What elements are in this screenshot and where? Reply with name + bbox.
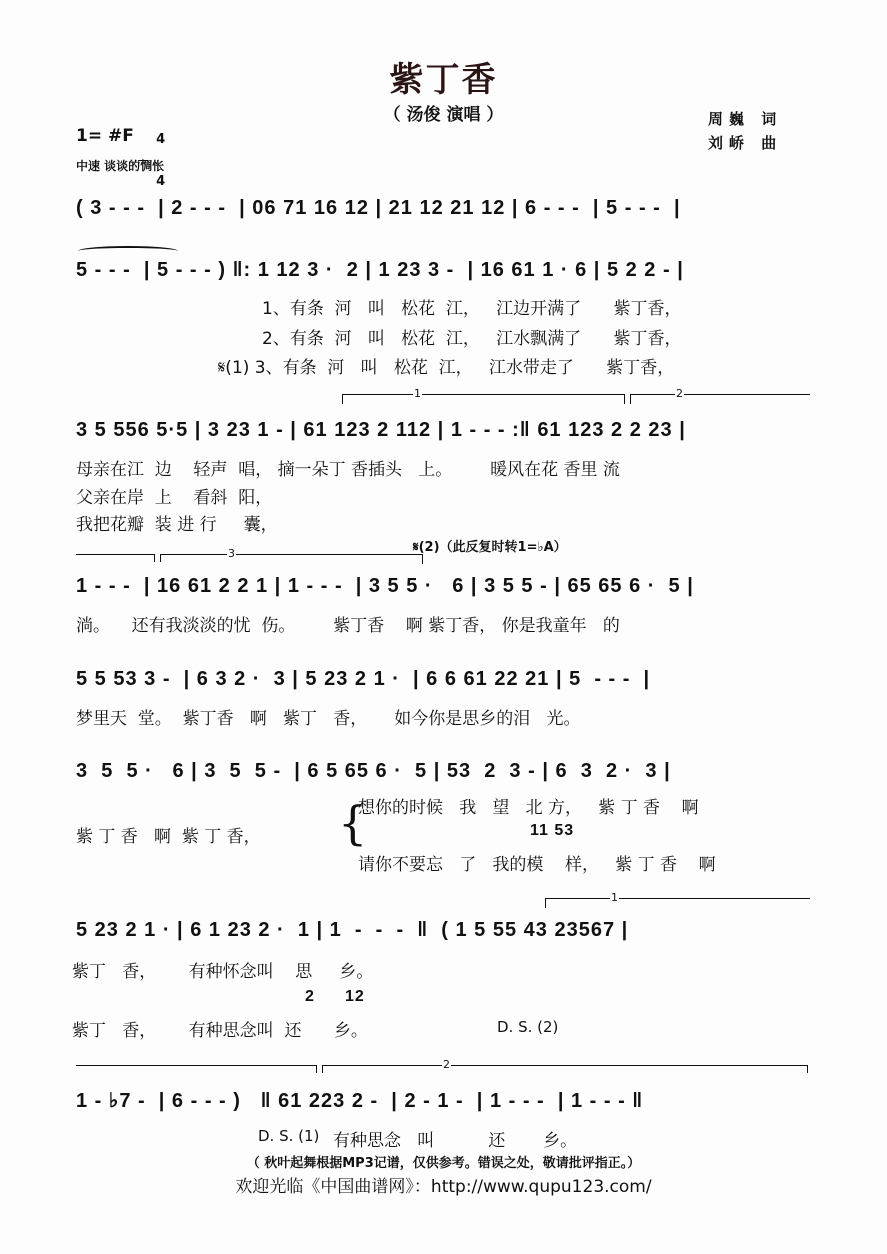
volta-2b-tick	[322, 1065, 323, 1073]
song-title: 紫丁香	[389, 60, 498, 100]
ds-1-marking: D. S. (1)	[258, 1127, 320, 1145]
key-signature: 1= #F	[76, 126, 134, 146]
notation-row-5: 5 5 53 3 - | 6 3 2 · 3 | 5 23 2 1 · | 6 6 61 22 21 | 5 - - - |	[76, 668, 651, 690]
volta-2-line	[630, 394, 810, 395]
meter-bottom: 4	[156, 174, 166, 189]
volta-1-tick	[342, 394, 343, 404]
lyrics-row-3-verse-3: 我把花瓣 装 进 行 囊，	[76, 515, 278, 535]
notation-row-7: 5 23 2 1 · | 6 1 23 2 · 1 | 1 - - - ‖ ( 1 5 55 43 23567 |	[76, 919, 629, 941]
lyrics-row-3-verse-1: 母亲在江 边 轻声 唱， 摘一朵丁 香插头 上。 暖风在花 香里 流	[76, 460, 620, 480]
volta-3-line	[160, 554, 422, 555]
tempo-marking: 中速 谈谈的惆怅	[76, 159, 165, 173]
volta-3-end-tick	[422, 554, 423, 564]
volta-1-end-tick	[624, 394, 625, 404]
notation-row-4: 1 - - - | 16 61 2 2 1 | 1 - - - | 3 5 5 · 6 | 3 5 5 - | 65 65 6 · 5 |	[76, 575, 694, 597]
volta-1b-label: 1	[611, 891, 618, 904]
lyrics-row-4: 淌。 还有我淡淡的忧 伤。 紫丁香 啊 紫丁香， 你是我童年 的	[76, 616, 620, 636]
volta-2b-line	[322, 1065, 807, 1066]
notation-row-6: 3 5 5 · 6 | 3 5 5 - | 6 5 65 6 · 5 | 53 2 3 - | 6 3 2 · 3 |	[76, 760, 671, 782]
website-credit: 欢迎光临《中国曲谱网》：http://www.qupu123.com/	[235, 1177, 652, 1197]
composer-credit: 刘峤 曲	[708, 134, 783, 152]
lyrics-row-2-verse-3: 𝄋(1) 3、有条 河 叫 松花 江， 江水带走了 紫丁香，	[218, 358, 675, 378]
lyrics-row-3-verse-2: 父亲在岸 上 看斜 阳，	[76, 488, 273, 508]
lyrics-row-8: 有种思念 叫 还 乡。	[333, 1131, 578, 1151]
lyrics-row-5: 梦里天 堂。 紫丁香 啊 紫丁 香， 如今你是思乡的泪 光。	[76, 709, 581, 729]
volta-1b-line	[545, 898, 810, 899]
volta-continuation-line	[76, 554, 154, 555]
meter-top: 4	[156, 132, 166, 147]
lyrics-row-2-verse-1: 1、有条 河 叫 松花 江， 江边开满了 紫丁香，	[262, 299, 682, 319]
lyrics-row-7-verse-1: 紫丁 香， 有种怀念叫 思 乡。	[72, 962, 374, 982]
volta-2b-label: 2	[443, 1058, 450, 1071]
notation-row-2: 5 - - - | 5 - - - ) ‖: 1 12 3 · 2 | 1 23 3 - | 16 61 1 · 6 | 5 2 2 - |	[76, 259, 684, 281]
volta-end-tick	[154, 554, 155, 562]
volta-2b-end-tick	[807, 1065, 808, 1073]
segno-modulation-note: 𝄋(2)（此反复时转1=♭A）	[413, 540, 567, 555]
transcription-note: （ 秋叶起舞根据MP3记谱，仅供参考。错误之处，敬请批评指正。）	[246, 1156, 641, 1171]
notation-row-1: ( 3 - - - | 2 - - - | 06 71 16 12 | 21 12 21 12 | 6 - - - | 5 - - - |	[76, 197, 681, 219]
variant-note-a: 2	[305, 988, 315, 1005]
volta-2-tick	[630, 394, 631, 404]
variant-note-b: 12	[345, 988, 365, 1005]
volta-3-tick	[160, 554, 161, 562]
lyrics-row-6-common: 紫 丁 香 啊 紫 丁 香，	[76, 827, 261, 847]
volta-1b-tick	[545, 898, 546, 908]
singer-credit: （ 汤俊 演唱 ）	[383, 105, 504, 125]
ds-2-marking: D. S. (2)	[497, 1018, 559, 1036]
tie-arc	[78, 246, 178, 256]
lyrics-row-7-verse-2: 紫丁 香， 有种思念叫 还 乡。	[72, 1021, 368, 1041]
volta-3-label: 3	[228, 547, 235, 560]
volta-end-tick-2	[316, 1065, 317, 1073]
volta-2-label: 2	[676, 387, 683, 400]
lyricist-credit: 周巍 词	[708, 110, 783, 128]
lyrics-row-2-verse-2: 2、有条 河 叫 松花 江， 江水飘满了 紫丁香，	[262, 329, 682, 349]
volta-1-line	[342, 394, 624, 395]
notation-row-8: 1 - ♭7 - | 6 - - - ) ‖ 61 223 2 - | 2 - 1 - | 1 - - - | 1 - - - ‖	[76, 1090, 644, 1112]
notation-row-3: 3 5 556 5·5 | 3 23 1 - | 61 123 2 112 | 1 - - - :‖ 61 123 2 2 23 |	[76, 419, 686, 441]
volta-1-label: 1	[414, 387, 421, 400]
lyric-brace-icon: {	[338, 796, 368, 850]
variant-notes-row-6: 11 53	[530, 822, 575, 839]
lyrics-row-6-lower: 请你不要忘 了 我的模 样， 紫 丁 香 啊	[358, 855, 716, 875]
volta-continuation-line-2	[76, 1065, 316, 1066]
lyrics-row-6-upper: 想你的时候 我 望 北 方， 紫 丁 香 啊	[358, 798, 699, 818]
